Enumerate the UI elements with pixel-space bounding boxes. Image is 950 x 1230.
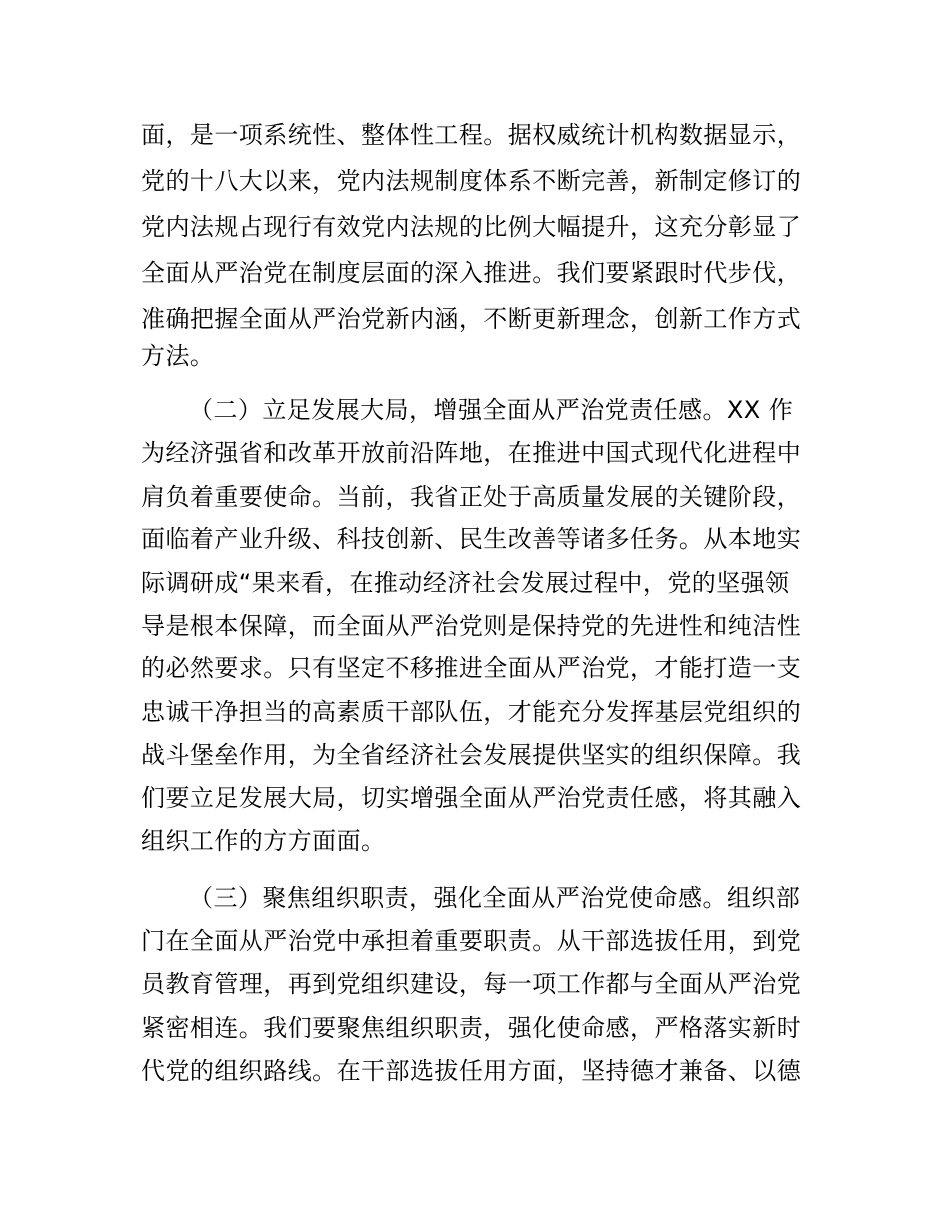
text-line: 面，是一项系统性、整体性工程。据权威统计机构数据显示， <box>141 121 802 149</box>
text-line: 员教育管理，再到党组织建设，每一项工作都与全面从严治党 <box>141 970 802 998</box>
text-line: 党的十八大以来，党内法规制度体系不断完善，新制定修订的 <box>141 167 802 195</box>
text-line: 党内法规占现行有效党内法规的比例大幅提升，这充分彰显了 <box>141 213 802 241</box>
text-line: 组织工作的方方面面。 <box>141 827 386 855</box>
text-line: 门在全面从严治党中承担着重要职责。从干部选拔任用，到党 <box>141 927 802 955</box>
section-heading-2: （二）立足发展大局，增强全面从严治党责任感。XX 作 <box>189 396 794 424</box>
text-line: 忠诚干净担当的高素质干部队伍，才能充分发挥基层党组织的 <box>141 698 802 726</box>
text-line: 际调研成“果来看，在推动经济社会发展过程中，党的坚强领 <box>141 569 790 597</box>
text-line: 的必然要求。只有坚定不移推进全面从严治党，才能打造一支 <box>141 654 802 682</box>
text-line: 为经济强省和改革开放前沿阵地，在推进中国式现代化进程中 <box>141 439 802 467</box>
text-line: 面临着产业升级、科技创新、民生改善等诸多任务。从本地实 <box>141 525 802 553</box>
text-line: 导是根本保障，而全面从严治党则是保持党的先进性和纯洁性 <box>141 612 802 640</box>
text-line: 全面从严治党在制度层面的深入推进。我们要紧跟时代步伐， <box>141 259 802 287</box>
text-line: 方法。 <box>141 342 215 370</box>
section-heading-3: （三）聚焦组织职责，强化全面从严治党使命感。组织部 <box>189 884 801 912</box>
text-line: 们要立足发展大局，切实增强全面从严治党责任感，将其融入 <box>141 784 802 812</box>
text-line: 紧密相连。我们要聚焦组织职责，强化使命感，严格落实新时 <box>141 1014 802 1042</box>
text-line: 代党的组织路线。在干部选拔任用方面，坚持德才兼备、以德 <box>141 1057 802 1085</box>
text-line: 肩负着重要使命。当前，我省正处于高质量发展的关键阶段， <box>141 483 802 511</box>
text-line: 准确把握全面从严治党新内涵，不断更新理念，创新工作方式 <box>141 305 802 333</box>
text-line: 战斗堡垒作用，为全省经济社会发展提供坚实的组织保障。我 <box>141 741 802 769</box>
